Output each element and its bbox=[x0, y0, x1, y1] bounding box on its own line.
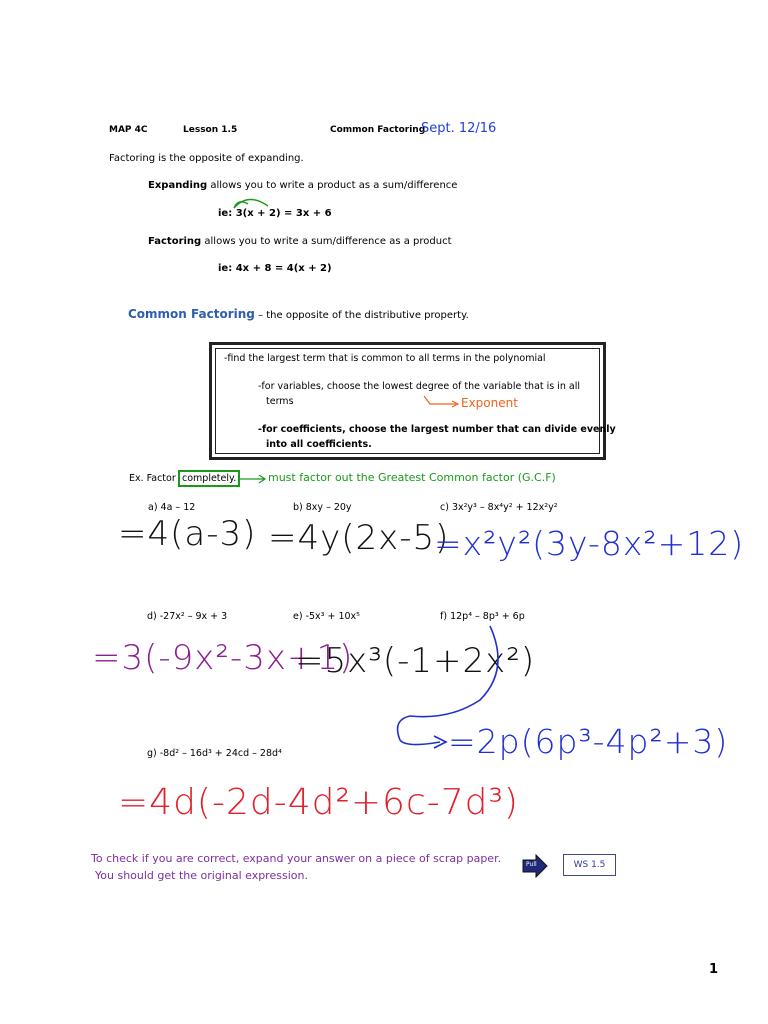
rule-variables-line1: -for variables, choose the lowest degree of the variable that is in all bbox=[258, 381, 581, 392]
answer-e: =5x³(-1+2x²) bbox=[295, 641, 536, 681]
course-code: MAP 4C bbox=[109, 125, 148, 135]
expanding-rest: allows you to write a product as a sum/difference bbox=[207, 180, 458, 191]
check-instruction-line2: You should get the original expression. bbox=[95, 869, 308, 882]
problem-c: c) 3x²y³ – 8x⁴y² + 12x²y² bbox=[440, 502, 558, 513]
rule-variables-line2: terms bbox=[266, 396, 294, 407]
problem-a: a) 4a – 12 bbox=[148, 502, 196, 513]
pull-label: Pull bbox=[526, 861, 537, 868]
answer-b: =4y(2x-5) bbox=[268, 518, 450, 558]
problem-b: b) 8xy – 20y bbox=[293, 502, 352, 513]
rule-coefficients-line2: into all coefficients. bbox=[266, 439, 372, 450]
lesson-date: Sept. 12/16 bbox=[421, 121, 497, 136]
pull-tab[interactable] bbox=[522, 854, 548, 882]
answer-d: =3(-9x²-3x+1) bbox=[92, 638, 354, 678]
lesson-topic: Common Factoring bbox=[330, 125, 426, 135]
gcf-arrow bbox=[237, 474, 267, 484]
answer-a: =4(a-3) bbox=[118, 514, 257, 554]
factoring-definition bbox=[148, 236, 452, 247]
common-factoring-term: Common Factoring bbox=[128, 307, 255, 321]
exponent-note: Exponent bbox=[461, 396, 518, 410]
problem-g: g) -8d² – 16d³ + 24cd – 28d⁴ bbox=[147, 748, 282, 759]
answer-c: =x²y²(3y-8x²+12) bbox=[434, 524, 745, 563]
completely-box: completely. bbox=[178, 470, 240, 487]
common-factoring-rest: – the opposite of the distributive property. bbox=[254, 310, 469, 321]
common-factoring-definition bbox=[128, 307, 469, 321]
exponent-arrow bbox=[422, 394, 462, 408]
ws-link[interactable] bbox=[563, 854, 616, 876]
expanding-example: ie: 3(x + 2) = 3x + 6 bbox=[218, 208, 332, 219]
problem-f: f) 12p⁴ – 8p³ + 6p bbox=[440, 611, 525, 622]
answer-f: =2p(6p³-4p²+3) bbox=[448, 722, 729, 761]
answer-g: =4d(-2d-4d²+6c-7d³) bbox=[118, 782, 519, 823]
check-instruction-line1: To check if you are correct, expand your answer on a piece of scrap paper. bbox=[91, 852, 502, 865]
gcf-note: must factor out the Greatest Common factor (G.C.F) bbox=[268, 471, 556, 484]
expanding-definition bbox=[148, 180, 457, 191]
factoring-term: Factoring bbox=[148, 236, 202, 247]
problem-d: d) -27x² – 9x + 3 bbox=[147, 611, 228, 622]
example-prefix: Ex. Factor bbox=[129, 473, 176, 484]
expanding-term: Expanding bbox=[148, 180, 208, 191]
rule-largest-term: -find the largest term that is common to all terms in the polynomial bbox=[224, 353, 546, 364]
problem-e: e) -5x³ + 10x⁵ bbox=[293, 611, 360, 622]
page-number: 1 bbox=[709, 962, 719, 977]
rule-coefficients-line1: -for coefficients, choose the largest number that can divide evenly bbox=[258, 424, 616, 435]
intro-line: Factoring is the opposite of expanding. bbox=[109, 153, 304, 164]
ws-label: WS 1.5 bbox=[573, 860, 606, 870]
factoring-rest: allows you to write a sum/difference as a product bbox=[201, 236, 452, 247]
factoring-example: ie: 4x + 8 = 4(x + 2) bbox=[218, 263, 332, 274]
lesson-number: Lesson 1.5 bbox=[183, 125, 238, 135]
